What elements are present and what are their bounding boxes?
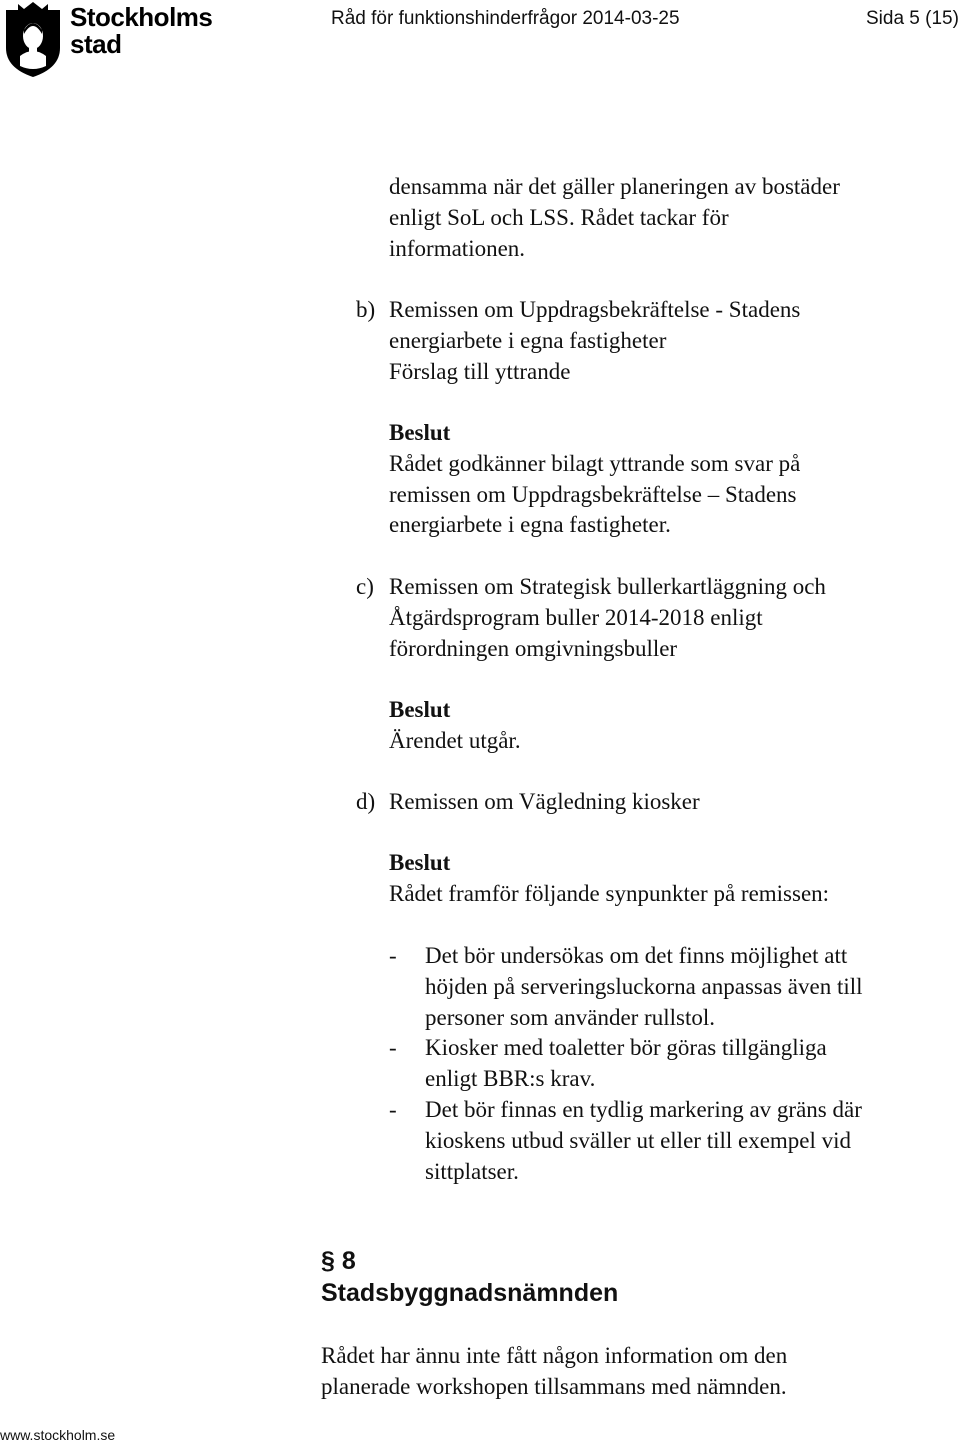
text-line: höjden på serveringsluckorna anpassas även till bbox=[425, 973, 863, 999]
text-line: förordningen omgivningsbuller bbox=[389, 635, 678, 661]
list-dash: - bbox=[389, 1096, 397, 1122]
text-line: Det bör finnas en tydlig markering av gräns där bbox=[425, 1096, 862, 1122]
text-line: Rådet framför följande synpunkter på remissen: bbox=[389, 880, 830, 906]
text-line: Remissen om Vägledning kiosker bbox=[389, 789, 700, 814]
logo-wordmark bbox=[70, 4, 212, 58]
text-line: energiarbete i egna fastigheter bbox=[389, 327, 667, 353]
text-line: personer som använder rullstol. bbox=[425, 1004, 715, 1030]
item-d-marker: d) bbox=[356, 789, 376, 814]
intro-paragraph bbox=[389, 172, 840, 264]
text-line: Åtgärdsprogram buller 2014-2018 enligt bbox=[389, 604, 763, 630]
section-number: § 8 bbox=[321, 1247, 356, 1275]
item-b-decision bbox=[389, 418, 800, 541]
logo-line-2: stad bbox=[70, 29, 122, 59]
item-c-decision bbox=[389, 695, 521, 757]
beslut-heading: Beslut bbox=[389, 697, 451, 722]
synpunkter-list bbox=[389, 941, 949, 1187]
list-dash: - bbox=[389, 1035, 397, 1061]
text-line: sittplatser. bbox=[425, 1158, 519, 1184]
page-number: Sida 5 (15) bbox=[866, 8, 959, 29]
section-8-paragraph bbox=[321, 1341, 787, 1403]
section-title: Stadsbyggnadsnämnden bbox=[321, 1279, 619, 1307]
list-item bbox=[389, 1033, 949, 1095]
item-c-title bbox=[389, 572, 826, 664]
text-line: energiarbete i egna fastigheter. bbox=[389, 512, 671, 538]
text-line: Ärendet utgår. bbox=[389, 727, 521, 753]
list-item bbox=[389, 941, 949, 1033]
item-d-decision bbox=[389, 848, 829, 910]
footer-url: www.stockholm.se bbox=[0, 1427, 116, 1443]
text-line: Rådet godkänner bilagt yttrande som svar på bbox=[389, 450, 801, 476]
list-dash: - bbox=[389, 943, 397, 968]
list-item bbox=[389, 1095, 949, 1187]
text-line: densamma när det gäller planeringen av bostäder bbox=[389, 174, 840, 199]
text-line: kioskens utbud sväller ut eller till exempel vid bbox=[425, 1127, 852, 1153]
text-line: Remissen om Uppdragsbekräftelse - Stadens bbox=[389, 297, 801, 322]
item-d-title bbox=[389, 787, 700, 818]
stockholms-stad-logo bbox=[0, 0, 230, 80]
text-line: planerade workshopen tillsammans med nämnden. bbox=[321, 1373, 787, 1399]
text-line: Rådet har ännu inte fått någon information om den bbox=[321, 1343, 788, 1368]
text-line: remissen om Uppdragsbekräftelse – Stadens bbox=[389, 481, 797, 507]
text-line: Det bör undersökas om det finns möjlighet att bbox=[425, 943, 848, 968]
document-header-title: Råd för funktionshinderfrågor 2014-03-25 bbox=[331, 8, 680, 29]
item-b-marker: b) bbox=[356, 297, 376, 322]
text-line: enligt BBR:s krav. bbox=[425, 1066, 596, 1092]
city-crest-icon bbox=[2, 0, 64, 78]
text-line: informationen. bbox=[389, 235, 526, 261]
item-c-marker: c) bbox=[356, 574, 374, 599]
text-line: Förslag till yttrande bbox=[389, 358, 571, 384]
text-line: Kiosker med toaletter bör göras tillgängliga bbox=[425, 1035, 827, 1061]
beslut-heading: Beslut bbox=[389, 850, 451, 875]
text-line: Remissen om Strategisk bullerkartläggning och bbox=[389, 574, 826, 599]
logo-line-1: Stockholms bbox=[70, 2, 213, 32]
item-b-title bbox=[389, 295, 800, 387]
beslut-heading: Beslut bbox=[389, 420, 451, 445]
text-line: enligt SoL och LSS. Rådet tackar för bbox=[389, 204, 729, 230]
